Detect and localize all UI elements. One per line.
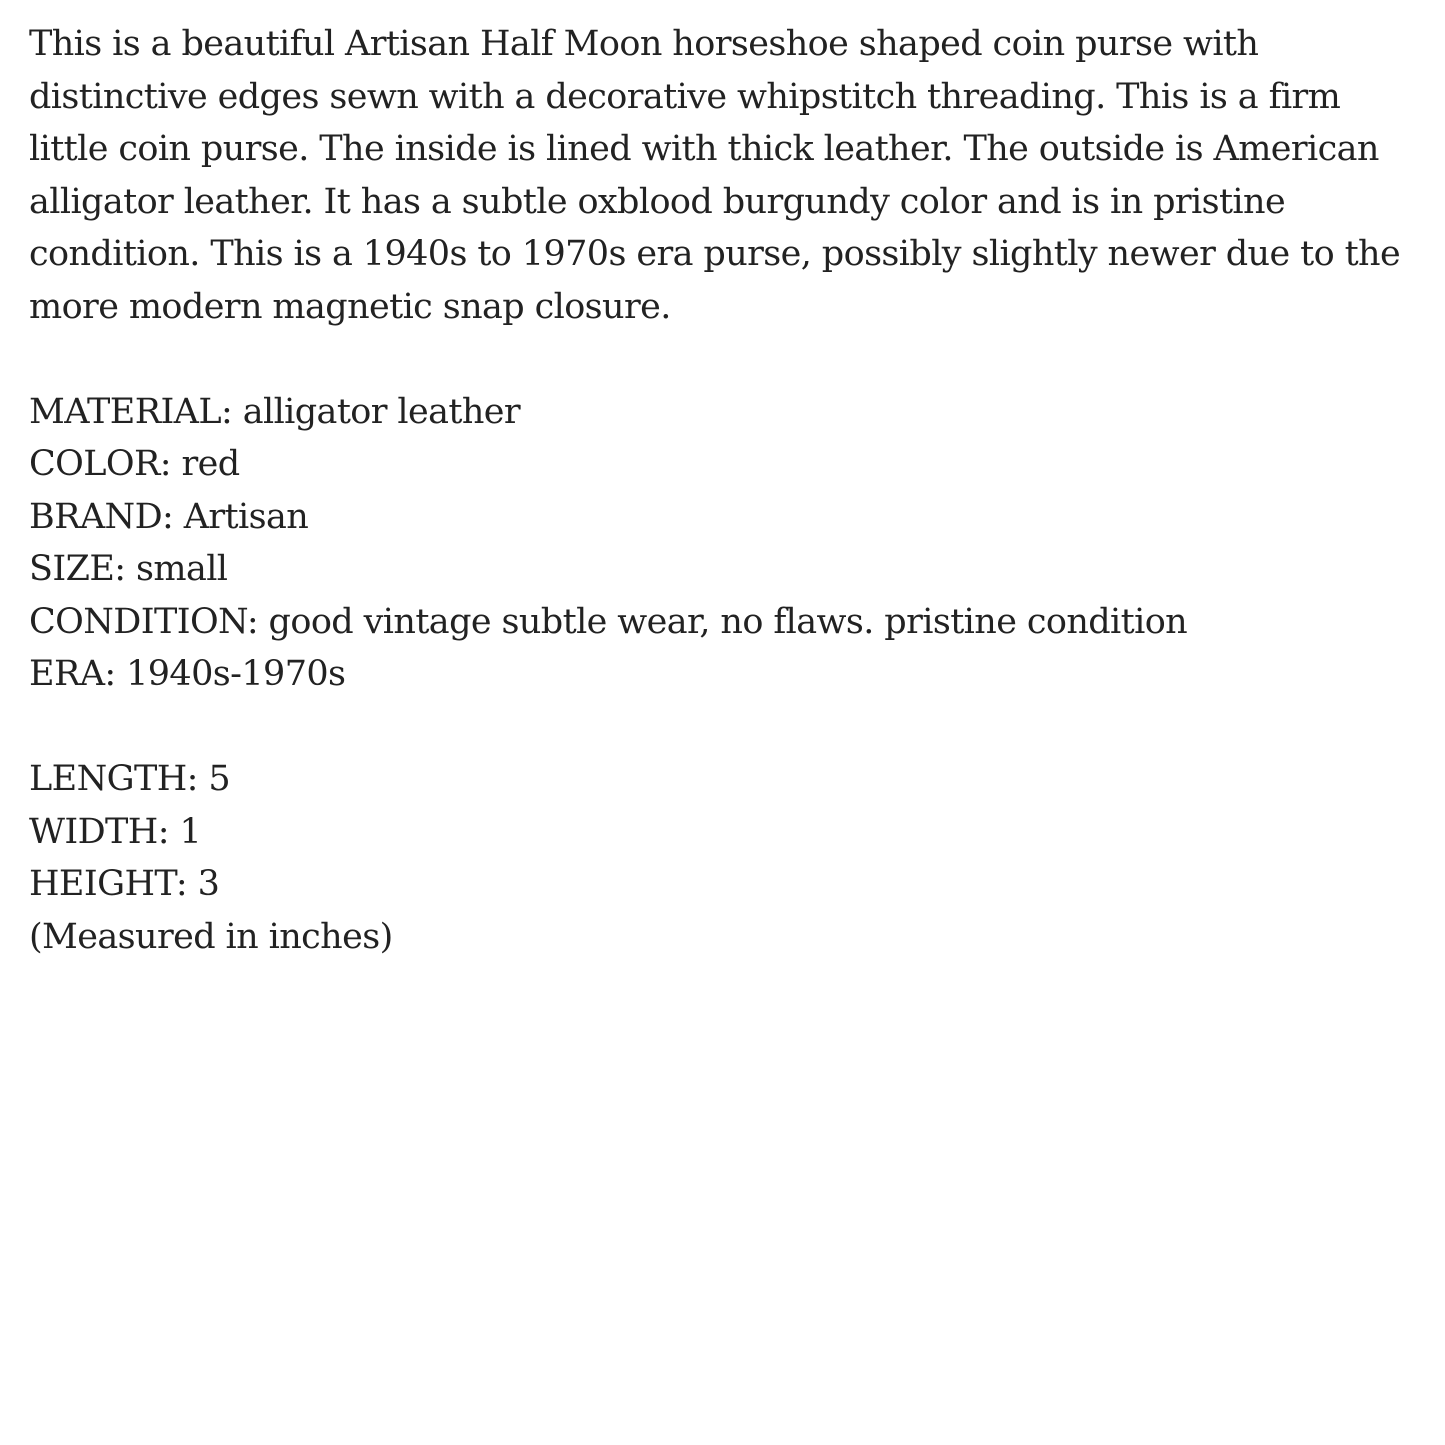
section-spacer [29, 333, 1424, 386]
spec-era: ERA: 1940s-1970s [29, 654, 346, 694]
section-spacer [29, 701, 1424, 754]
dimension-length: LENGTH: 5 [29, 759, 231, 799]
listing-description [29, 18, 1424, 963]
spec-size: SIZE: small [29, 549, 228, 589]
spec-color: COLOR: red [29, 444, 240, 484]
spec-brand: BRAND: Artisan [29, 496, 309, 537]
spec-material: MATERIAL: alligator leather [29, 391, 521, 432]
dimension-width: WIDTH: 1 [29, 811, 202, 852]
description-paragraph: This is a beautiful Artisan Half Moon horseshoe shaped coin purse with distinctive edges sewn with a decorative whipstitch threading. This is a firm little coin purse. The inside is lined with thick leather. The outside is American alligator leather. It has a subtle oxblood burgundy color and is in pristine condition. This is a 1940s to 1970s era purse, possibly slightly newer due to the more modern magnetic snap closure. [29, 24, 1401, 327]
dimension-height: HEIGHT: 3 [29, 864, 220, 904]
measurement-unit-note: (Measured in inches) [29, 916, 393, 957]
dimensions-list [29, 753, 1424, 963]
spec-condition: CONDITION: good vintage subtle wear, no flaws. pristine condition [29, 601, 1188, 642]
specs-list [29, 386, 1424, 701]
